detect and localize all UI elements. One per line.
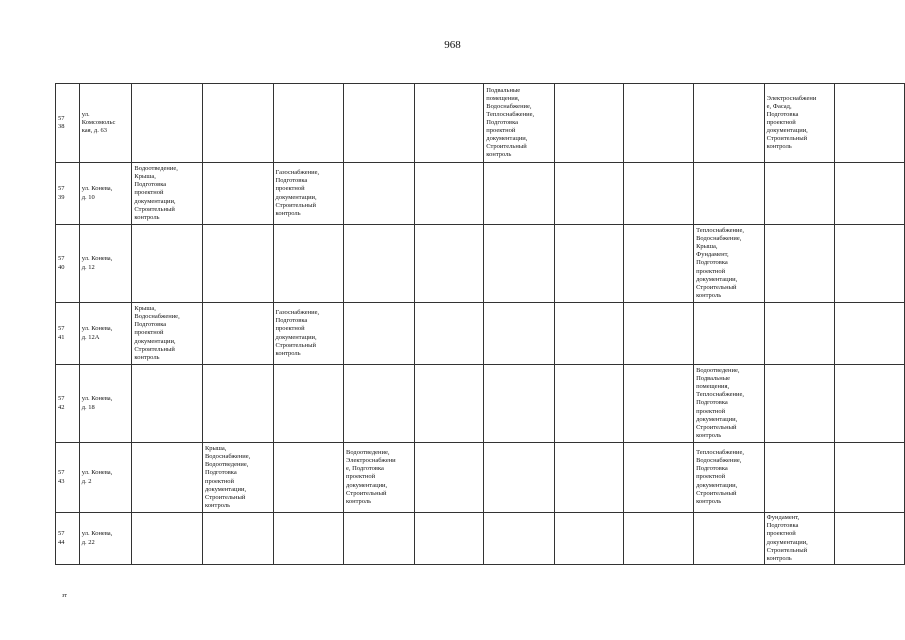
work-cell bbox=[835, 163, 905, 225]
table-row bbox=[56, 84, 905, 163]
address-cell: ул. Конева, д. 22 bbox=[79, 513, 132, 565]
work-cell bbox=[132, 84, 203, 163]
work-cell bbox=[554, 225, 624, 303]
work-cell bbox=[484, 303, 555, 365]
work-cell: Фундамент, Подготовка проектной документации, Строительный контроль bbox=[764, 513, 835, 565]
work-cell bbox=[273, 225, 344, 303]
work-cell bbox=[554, 443, 624, 513]
address-cell: ул. Конева, д. 18 bbox=[79, 365, 132, 443]
page-number: 968 bbox=[444, 39, 461, 51]
work-cell bbox=[624, 84, 694, 163]
work-cell bbox=[484, 443, 555, 513]
address-cell: ул. Конева, д. 2 bbox=[79, 443, 132, 513]
work-cell bbox=[414, 84, 484, 163]
work-cell bbox=[132, 443, 203, 513]
work-cell: Газоснабжение, Подготовка проектной документации, Строительный контроль bbox=[273, 303, 344, 365]
work-cell: Теплоснабжение, Водоснабжение, Крыша, Фундамент, Подготовка проектной документации, Строительный контроль bbox=[694, 225, 765, 303]
work-cell bbox=[344, 163, 415, 225]
work-cell: Теплоснабжение, Водоснабжение, Подготовка проектной документации, Строительный контроль bbox=[694, 443, 765, 513]
work-cell bbox=[484, 163, 555, 225]
work-cell bbox=[484, 225, 555, 303]
work-cell bbox=[484, 365, 555, 443]
work-cell bbox=[273, 365, 344, 443]
work-cell bbox=[202, 225, 273, 303]
work-cell bbox=[694, 84, 765, 163]
work-cell bbox=[835, 443, 905, 513]
work-cell bbox=[414, 365, 484, 443]
work-cell bbox=[344, 365, 415, 443]
work-cell: Крыша, Водоснабжение, Водоотведение, Подготовка проектной документации, Строительный контроль bbox=[202, 443, 273, 513]
footer-mark: зт bbox=[62, 593, 67, 599]
work-cell bbox=[624, 365, 694, 443]
address-cell: ул. Конева, д. 12 bbox=[79, 225, 132, 303]
work-cell bbox=[273, 443, 344, 513]
work-cell bbox=[835, 365, 905, 443]
table-row bbox=[56, 225, 905, 303]
work-cell bbox=[202, 365, 273, 443]
work-cell: Водоотведение, Электроснабжени е, Подготовка проектной документации, Строительный контроль bbox=[344, 443, 415, 513]
work-cell bbox=[624, 225, 694, 303]
row-number-cell: 57 38 bbox=[56, 84, 80, 163]
work-cell bbox=[344, 513, 415, 565]
work-cell: Крыша, Водоснабжение, Подготовка проектной документации, Строительный контроль bbox=[132, 303, 203, 365]
address-cell: ул. Комсомольс кая, д. 63 bbox=[79, 84, 132, 163]
table-row bbox=[56, 513, 905, 565]
work-cell bbox=[554, 513, 624, 565]
row-number-cell: 57 41 bbox=[56, 303, 80, 365]
work-cell bbox=[132, 365, 203, 443]
work-cell bbox=[554, 84, 624, 163]
repair-schedule-table bbox=[55, 83, 905, 565]
work-cell bbox=[835, 225, 905, 303]
table-row bbox=[56, 365, 905, 443]
work-cell bbox=[484, 513, 555, 565]
work-cell bbox=[202, 84, 273, 163]
work-cell bbox=[273, 84, 344, 163]
work-cell bbox=[202, 303, 273, 365]
work-cell bbox=[764, 163, 835, 225]
work-cell bbox=[764, 225, 835, 303]
table-row bbox=[56, 163, 905, 225]
work-cell bbox=[764, 365, 835, 443]
work-cell bbox=[554, 303, 624, 365]
table-row bbox=[56, 303, 905, 365]
work-cell bbox=[764, 443, 835, 513]
work-cell bbox=[694, 513, 765, 565]
work-cell bbox=[764, 303, 835, 365]
work-cell bbox=[344, 84, 415, 163]
work-cell: Подвальные помещения, Водоснабжение, Теплоснабжение, Подготовка проектной документации, Строительный контроль bbox=[484, 84, 555, 163]
table-row bbox=[56, 443, 905, 513]
work-cell bbox=[414, 303, 484, 365]
address-cell: ул. Конева, д. 10 bbox=[79, 163, 132, 225]
work-cell bbox=[835, 303, 905, 365]
work-cell bbox=[414, 513, 484, 565]
address-cell: ул. Конева, д. 12А bbox=[79, 303, 132, 365]
work-cell: Водоотведение, Крыша, Подготовка проектной документации, Строительный контроль bbox=[132, 163, 203, 225]
work-cell bbox=[344, 225, 415, 303]
work-cell bbox=[132, 513, 203, 565]
work-cell bbox=[624, 303, 694, 365]
row-number-cell: 57 43 bbox=[56, 443, 80, 513]
row-number-cell: 57 44 bbox=[56, 513, 80, 565]
work-cell bbox=[414, 163, 484, 225]
work-cell bbox=[554, 365, 624, 443]
work-cell bbox=[554, 163, 624, 225]
work-cell bbox=[202, 163, 273, 225]
work-cell bbox=[624, 443, 694, 513]
work-cell bbox=[624, 163, 694, 225]
row-number-cell: 57 39 bbox=[56, 163, 80, 225]
work-cell bbox=[835, 84, 905, 163]
row-number-cell: 57 42 bbox=[56, 365, 80, 443]
work-cell: Газоснабжение, Подготовка проектной документации, Строительный контроль bbox=[273, 163, 344, 225]
work-cell: Водоотведение, Подвальные помещения, Теплоснабжение, Подготовка проектной документации, Строительный контроль bbox=[694, 365, 765, 443]
work-cell bbox=[694, 303, 765, 365]
work-cell bbox=[694, 163, 765, 225]
work-cell bbox=[414, 443, 484, 513]
work-cell bbox=[132, 225, 203, 303]
work-cell bbox=[414, 225, 484, 303]
work-cell bbox=[835, 513, 905, 565]
work-cell bbox=[202, 513, 273, 565]
row-number-cell: 57 40 bbox=[56, 225, 80, 303]
work-cell bbox=[624, 513, 694, 565]
work-cell: Электроснабжени е, Фасад, Подготовка проектной документации, Строительный контроль bbox=[764, 84, 835, 163]
work-cell bbox=[344, 303, 415, 365]
work-cell bbox=[273, 513, 344, 565]
